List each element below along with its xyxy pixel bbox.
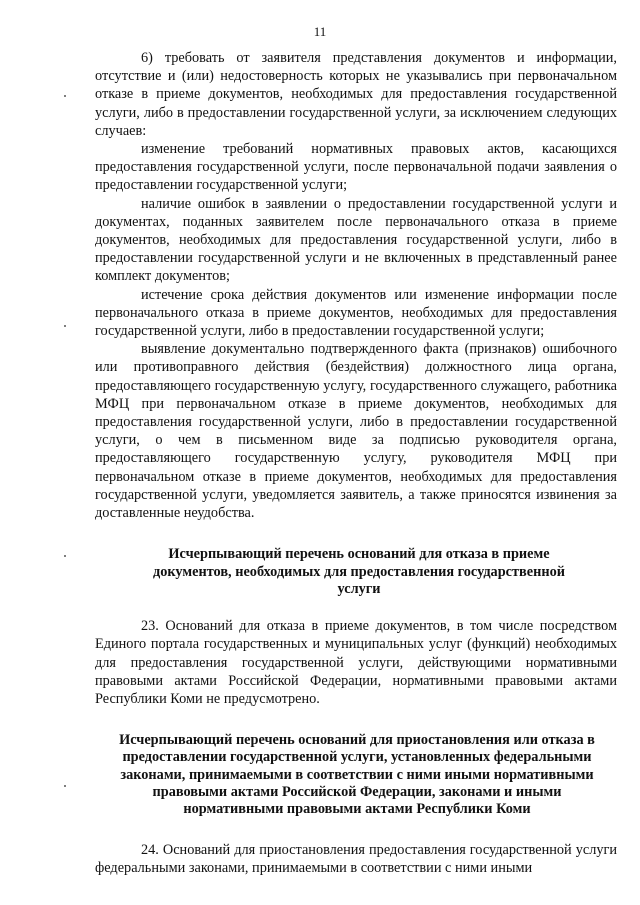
paragraph-exception-4: выявление документально подтвержденного факта (признаков) ошибочного или противоправного действия (бездействия) должностного лица органа, предоставляющего государственную услугу, государственного служащего, работника МФЦ при первоначальном отказе в приеме документов, необходимых для предоставления государственной услуги, либо в предоставлении государственной услуги, о чем в письменном виде за подписью руководителя органа, предоставляющего государственную услугу, руководителя МФЦ при первоначальном отказе в приеме документов, необходимых для предоставления государственной услуги, уведомляется заявитель, а также приносятся извинения за доставленные неудобства.	[95, 341, 617, 522]
margin-mark	[64, 785, 66, 787]
document-body	[95, 49, 617, 877]
paragraph-exception-1: изменение требований нормативных правовых актов, касающихся предоставления государственной услуги, после первоначальной подачи заявления о предоставлении государственной услуги;	[95, 141, 617, 194]
margin-mark	[64, 555, 66, 557]
section-heading-suspension-grounds: Исчерпывающий перечень оснований для приостановления или отказа в предоставлении государственной услуги, установленных федеральными законами, принимаемыми в соответствии с ними иными нормативными правовыми актами Российской Федерации, законами и иными нормативными правовыми актами Республики Коми	[119, 732, 595, 818]
paragraph-23: 23. Оснований для отказа в приеме документов, в том числе посредством Единого портала государственных и муниципальных услуг (функций) необходимых для предоставления государственной услуги, действующими нормативными правовыми актами Российской Федерации, нормативными правовыми актами Республики Коми не предусмотрено.	[95, 618, 617, 707]
margin-mark	[64, 95, 66, 97]
section-heading-refusal-grounds: Исчерпывающий перечень оснований для отказа в приеме документов, необходимых для предоставления государственной услуги	[153, 546, 565, 597]
paragraph-24: 24. Оснований для приостановления предоставления государственной услуги федеральными законами, принимаемыми в соответствии с ними иными	[95, 841, 617, 876]
page-number: 11	[313, 24, 327, 39]
paragraph-exception-3: истечение срока действия документов или изменение информации после первоначального отказа в приеме документов, необходимых для предоставления государственной услуги, либо в предоставлении государственной услуги;	[95, 286, 617, 340]
paragraph-item-6: 6) требовать от заявителя представления документов и информации, отсутствие и (или) недостоверность которых не указывались при первоначальном отказе в приеме документов, необходимых для предоставления государственной услуги, либо в предоставлении государственной услуги, за исключением следующих случаев:	[95, 50, 617, 139]
margin-mark	[64, 325, 66, 327]
paragraph-exception-2: наличие ошибок в заявлении о предоставлении государственной услуги и документах, поданных заявителем после первоначального отказа в приеме документов, необходимых для предоставления государственной услуги, либо в предоставлении государственной услуги и не включенных в представленный ранее комплект документов;	[95, 195, 617, 285]
